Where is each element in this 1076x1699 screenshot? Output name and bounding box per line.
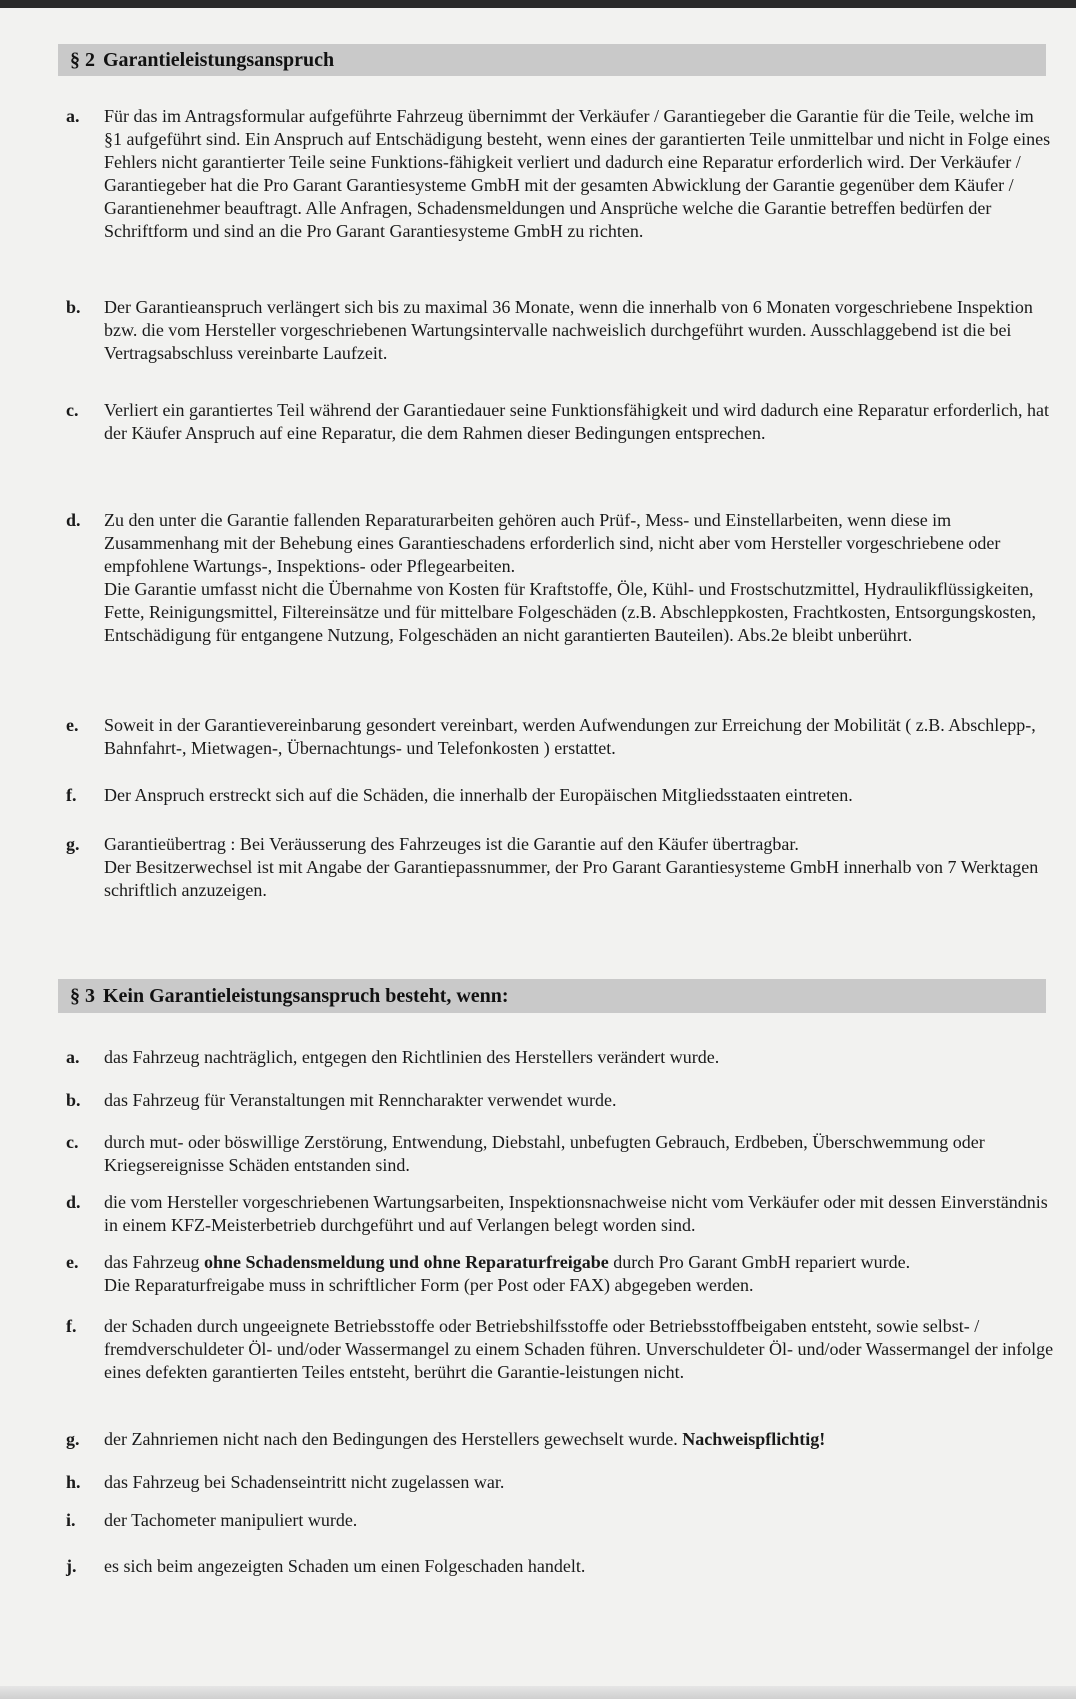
- section-3-item-h: [66, 1471, 1056, 1494]
- item-letter: a.: [66, 106, 80, 126]
- section-2-item-f: [66, 784, 1056, 807]
- scan-bottom-edge: [0, 1686, 1076, 1699]
- section-3-item-f: [66, 1315, 1056, 1384]
- item-text: Zu den unter die Garantie fallenden Reparaturarbeiten gehören auch Prüf-, Mess- und Einstellarbeiten, wenn diese im Zusammenhang mit der Behebung eines Garantieschadens erforderlich sind, nicht aber vom Hersteller vorgeschriebene oder empfohlene Wartungs-, Inspektions- oder Pflegearbeiten.: [104, 510, 1001, 576]
- section-3-item-b: [66, 1089, 1056, 1112]
- item-letter: f.: [66, 1316, 77, 1336]
- section-3-item-g: [66, 1428, 1056, 1451]
- section-2-item-g: [66, 833, 1056, 902]
- emphasis-text: Nachweispflichtig!: [682, 1429, 826, 1449]
- scan-top-edge: [0, 0, 1076, 8]
- item-text: das Fahrzeug für Veranstaltungen mit Renncharakter verwendet wurde.: [104, 1090, 617, 1110]
- item-text: Verliert ein garantiertes Teil während der Garantiedauer seine Funktionsfähigkeit und wird dadurch eine Reparatur erforderlich, hat der Käufer Anspruch auf eine Reparatur, die dem Rahmen dieser Bedingungen entsprechen.: [104, 400, 1050, 443]
- section-2-item-e: [66, 714, 1056, 760]
- section-2-title: Garantieleistungsanspruch: [103, 49, 335, 71]
- item-text: Der Besitzerwechsel ist mit Angabe der Garantiepassnummer, der Pro Garant Garantiesysteme GmbH innerhalb von 7 Werktagen schriftlich anzuzeigen.: [104, 857, 1039, 900]
- item-text: Garantieübertrag : Bei Veräusserung des Fahrzeuges ist die Garantie auf den Käufer übertragbar.: [104, 834, 799, 854]
- item-text: es sich beim angezeigten Schaden um einen Folgeschaden handelt.: [104, 1556, 586, 1576]
- item-text: Die Garantie umfasst nicht die Übernahme von Kosten für Kraftstoffe, Öle, Kühl- und Frostschutzmittel, Hydraulikflüssigkeiten, Fette, Reinigungsmittel, Filtereinsätze und für mittelbare Folgeschäden (z.B. Abschleppkosten, Frachtkosten, Entsorgungskosten, Entschädigung für entgangene Nutzung, Folgeschäden an nicht garantierten Bauteilen). Abs.2e bleibt unberührt.: [104, 579, 1037, 645]
- section-2-item-d: [66, 509, 1056, 647]
- section-2-item-b: [66, 296, 1056, 365]
- section-2-number: § 2: [70, 49, 95, 71]
- section-3-item-c: [66, 1131, 1056, 1177]
- item-letter: c.: [66, 1132, 79, 1152]
- section-3-item-a: [66, 1046, 1056, 1069]
- item-letter: h.: [66, 1472, 81, 1492]
- item-letter: f.: [66, 785, 77, 805]
- item-text: der Schaden durch ungeeignete Betriebsstoffe oder Betriebshilfsstoffe oder Betriebsstoffbeigaben entsteht, sowie selbst- / fremdverschuldeter Öl- und/oder Wassermangel zu einem Schaden führen. Unverschuldeter Öl- und/oder Wassermangel der infolge eines defekten garantierten Teiles entsteht, berührt die Garantie-leistungen nicht.: [104, 1316, 1054, 1382]
- item-letter: b.: [66, 1090, 81, 1110]
- section-3-item-j: [66, 1555, 1056, 1578]
- item-letter: a.: [66, 1047, 80, 1067]
- item-letter: b.: [66, 297, 81, 317]
- item-letter: d.: [66, 1192, 81, 1212]
- item-text: Die Reparaturfreigabe muss in schriftlicher Form (per Post oder FAX) abgegeben werden.: [104, 1275, 754, 1295]
- item-letter: g.: [66, 1429, 80, 1449]
- item-letter: i.: [66, 1510, 76, 1530]
- section-3-item-d: [66, 1191, 1056, 1237]
- item-text: der Tachometer manipuliert wurde.: [104, 1510, 358, 1530]
- item-text: das Fahrzeug bei Schadenseintritt nicht zugelassen war.: [104, 1472, 505, 1492]
- section-3-item-i: [66, 1509, 1056, 1532]
- item-letter: g.: [66, 834, 80, 854]
- section-2-header: [58, 44, 1046, 76]
- section-2-item-a: [66, 105, 1056, 243]
- emphasis-text: ohne Schadensmeldung und ohne Reparaturfreigabe: [203, 1252, 609, 1272]
- section-3-header: [58, 979, 1046, 1013]
- item-text: das Fahrzeug ohne Schadensmeldung und ohne Reparaturfreigabe durch Pro Garant GmbH repariert wurde.: [104, 1252, 911, 1272]
- item-letter: j.: [66, 1556, 77, 1576]
- item-text: durch mut- oder böswillige Zerstörung, Entwendung, Diebstahl, unbefugten Gebrauch, Erdbeben, Überschwemmung oder Kriegsereignisse Schäden entstanden sind.: [104, 1132, 985, 1175]
- item-letter: e.: [66, 715, 79, 735]
- item-text: Der Garantieanspruch verlängert sich bis zu maximal 36 Monate, wenn die innerhalb von 6 Monaten vorgeschriebene Inspektion bzw. die vom Hersteller vorgeschriebenen Wartungsintervalle nachweislich durchgeführt wurden. Ausschlaggebend ist die bei Vertragsabschluss vereinbarte Laufzeit.: [104, 297, 1033, 363]
- item-text: der Zahnriemen nicht nach den Bedingungen des Herstellers gewechselt wurde. Nachweispflichtig!: [104, 1429, 826, 1449]
- item-text: die vom Hersteller vorgeschriebenen Wartungsarbeiten, Inspektionsnachweise nicht vom Verkäufer oder mit dessen Einverständnis in einem KFZ-Meisterbetrieb durchgeführt und auf Verlangen belegt worden sind.: [104, 1192, 1048, 1235]
- section-3-number: § 3: [70, 985, 95, 1007]
- section-3-title: Kein Garantieleistungsanspruch besteht, wenn:: [103, 985, 509, 1007]
- section-3-item-e: [66, 1251, 1056, 1297]
- item-text: das Fahrzeug nachträglich, entgegen den Richtlinien des Herstellers verändert wurde.: [104, 1047, 720, 1067]
- item-letter: c.: [66, 400, 79, 420]
- section-2-item-c: [66, 399, 1056, 445]
- item-text: Der Anspruch erstreckt sich auf die Schäden, die innerhalb der Europäischen Mitgliedsstaaten eintreten.: [104, 785, 853, 805]
- item-letter: d.: [66, 510, 81, 530]
- item-letter: e.: [66, 1252, 79, 1272]
- item-text: Für das im Antragsformular aufgeführte Fahrzeug übernimmt der Verkäufer / Garantiegeber die Garantie für die Teile, welche im §1 aufgeführt sind. Ein Anspruch auf Entschädigung besteht, wenn eines der garantierten Teile unmittelbar und nicht in Folge eines Fehlers nicht garantierter Teile seine Funktions-fähigkeit verliert und dadurch eine Reparatur erforderlich wird. Der Verkäufer / Garantiegeber hat die Pro Garant Garantiesysteme GmbH mit der gesamten Abwicklung der Garantie gegenüber dem Käufer / Garantienehmer beauftragt. Alle Anfragen, Schadensmeldungen und Ansprüche welche die Garantie betreffen bedürfen der Schriftform und sind an die Pro Garant Garantiesysteme GmbH zu richten.: [104, 106, 1051, 241]
- item-text: Soweit in der Garantievereinbarung gesondert vereinbart, werden Aufwendungen zur Erreichung der Mobilität ( z.B. Abschlepp-, Bahnfahrt-, Mietwagen-, Übernachtungs- und Telefonkosten ) erstattet.: [104, 715, 1036, 758]
